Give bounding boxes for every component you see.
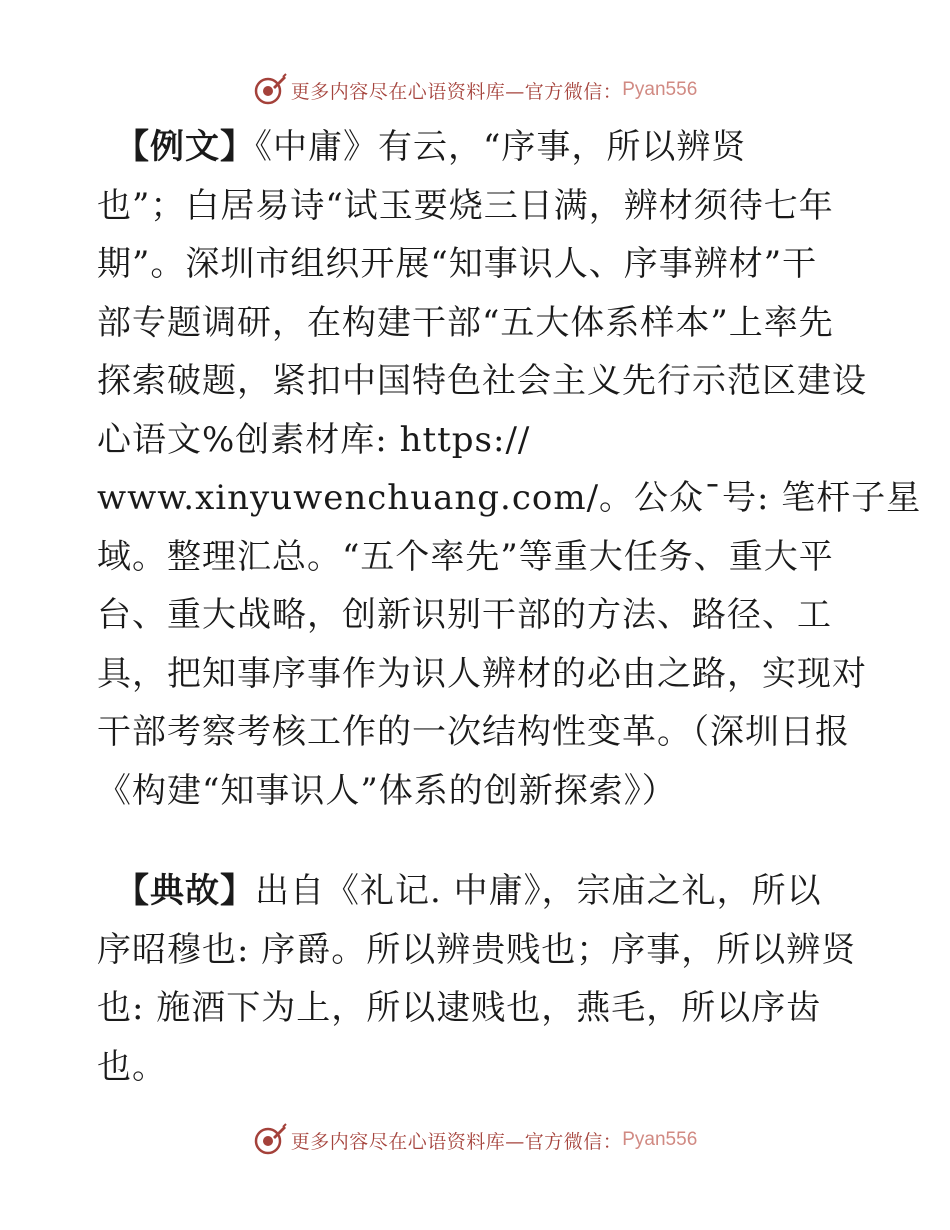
example-line-7: www.xinyuwenchuang.com/。公众¯号: 笔杆子星 [97, 478, 922, 518]
allusion-line-1 [97, 862, 849, 921]
allusion-paragraph [97, 862, 857, 1096]
allusion-line-3: 也: 施酒下为上，所以逮贱也，燕毛，所以序齿 [97, 988, 822, 1028]
footer-watermark-text: 更多内容尽在心语资料库—官方微信： [290, 1130, 623, 1153]
pen-logo-icon [253, 1123, 287, 1157]
example-line-10: 具，把知事序事作为识人辨材的必由之路，实现对 [97, 653, 867, 694]
example-line-3: 期”。深圳市组织开展“知事识人、序事辨材”干 [97, 244, 818, 284]
allusion-tag: 【典故】 [115, 871, 255, 911]
example-tag: 【例文】 [115, 127, 255, 167]
pen-logo-icon [253, 73, 287, 107]
header-watermark-text: 更多内容尽在心语资料库—官方微信： [290, 80, 623, 103]
footer-watermark-id: Pyan556 [622, 1129, 698, 1150]
header-watermark-id: Pyan556 [622, 79, 698, 100]
example-line-11: 干部考察考核工作的一次结构性变革。（深圳日报 [97, 712, 850, 752]
paragraph-gap [97, 820, 849, 862]
header-watermark [0, 70, 950, 110]
example-paragraph [97, 118, 922, 820]
example-line-text: 《中庸》有云，“序事，所以辨贤 [255, 127, 747, 167]
example-line-4: 部专题调研，在构建干部“五大体系样本”上率先 [97, 302, 834, 343]
document-body [97, 118, 922, 1096]
example-line-5: 探索破题，紧扣中国特色社会主义先行示范区建设 [97, 361, 867, 401]
footer-watermark [0, 1120, 950, 1160]
allusion-line-text: 出自《礼记. 中庸》，宗庙之礼，所以 [255, 871, 822, 911]
example-line-1 [97, 118, 849, 177]
example-line-8: 域。整理汇总。“五个率先”等重大任务、重大平 [97, 536, 834, 577]
allusion-line-4: 也。 [97, 1046, 167, 1087]
example-line-2: 也”；白居易诗“试玉要烧三日满，辨材须待七年 [97, 185, 834, 226]
example-line-9: 台、重大战略，创新识别干部的方法、路径、工 [97, 595, 832, 635]
example-line-6: 心语文%创素材库: https:// [97, 419, 531, 460]
example-line-12: 《构建“知事识人”体系的创新探索》） [97, 770, 677, 811]
allusion-line-2: 序昭穆也: 序爵。所以辨贵贱也；序事，所以辨贤 [97, 929, 857, 970]
